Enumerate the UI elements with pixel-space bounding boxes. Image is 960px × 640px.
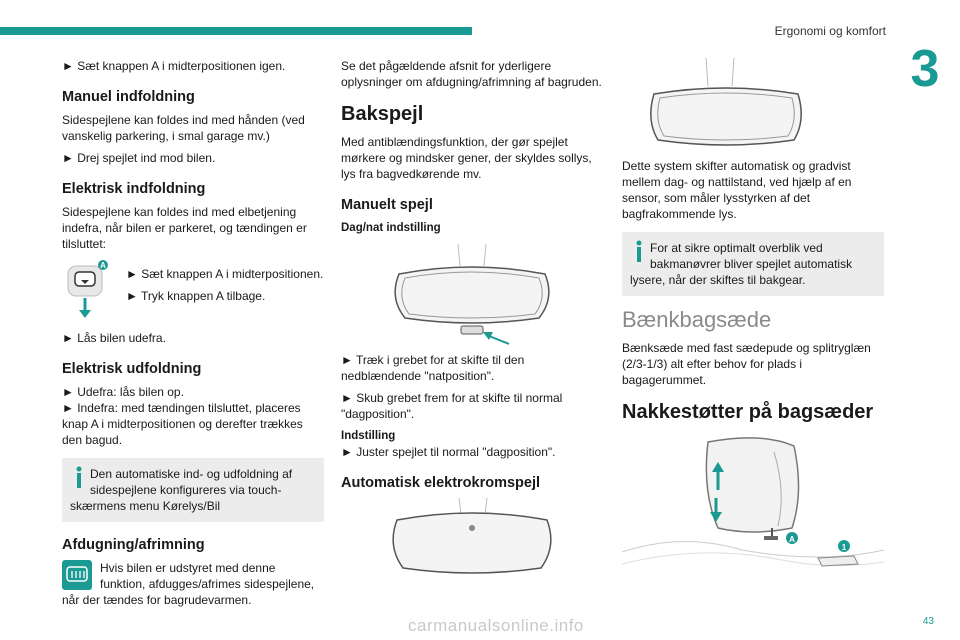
- note-line-3: skærmens menu Kørelys/Bil: [70, 499, 221, 513]
- fold-step-2: ► Tryk knappen A tilbage.: [126, 289, 266, 303]
- lock-step: ► Lås bilen udefra.: [62, 331, 166, 345]
- headrest-illustration: [622, 432, 884, 572]
- unfold-step-2: ► Indefra: med tændingen tilsluttet, placeres knap A i midterpositionen og derefter trækkes den bagud.: [62, 401, 303, 447]
- bench-seat-text: Bænksæde med fast sædepude og splitryglæn (2/3-1/3) alt efter behov for plads i bagagerummet.: [622, 341, 871, 387]
- info-icon: [72, 466, 86, 488]
- manual-fold-step: ► Drej spejlet ind mod bilen.: [62, 151, 216, 165]
- unfold-step-1: ► Udefra: lås bilen op.: [62, 385, 184, 399]
- section-title: Ergonomi og komfort: [774, 24, 886, 38]
- chapter-number: 3: [910, 40, 940, 98]
- fold-step-1: ► Sæt knappen A i midterpositionen.: [126, 267, 324, 281]
- defrost-line-3: når der tændes for bagrudevarmen.: [62, 593, 252, 607]
- adjust-step: ► Juster spejlet til normal "dagposition".: [341, 445, 556, 459]
- info-icon: [632, 240, 646, 262]
- heading-bakspejl: Bakspejl: [341, 103, 424, 125]
- column-1: [62, 58, 324, 608]
- day-step: ► Skub grebet frem for at skifte til normal "dagposition".: [341, 391, 563, 421]
- reference-text: Se det pågældende afsnit for yderligere oplysninger om afdugning/afrimning af bagruden.: [341, 59, 602, 89]
- mirror-switch-icon: [62, 260, 112, 322]
- mirror-switch-figure: [62, 260, 324, 322]
- electric-fold-text: Sidespejlene kan foldes ind med elbetjening indefra, når bilen er parkeret, og tændingen er tilsluttet:: [62, 205, 307, 251]
- column-3: [622, 58, 884, 576]
- manual-fold-text: Sidespejlene kan foldes ind med hånden (ved vanskelig parkering, i smal garage mv.): [62, 113, 305, 143]
- column-2: [341, 58, 603, 582]
- note-line-2: sidespejlene konfigureres via touch-: [90, 483, 282, 497]
- electrochromic-mirror-illustration: [622, 58, 884, 154]
- note-line-1: Den automatiske ind- og udfoldning af: [90, 467, 293, 481]
- label-1: 1: [841, 543, 847, 552]
- defrost-line-2: funktion, afdugges/afrimes sidespejlene,: [100, 577, 315, 591]
- page-number: 43: [922, 616, 934, 627]
- info-note-reverse: [622, 232, 884, 296]
- svg-text:A: A: [100, 261, 106, 270]
- watermark: carmanualsonline.info: [408, 616, 584, 635]
- heading-auto-mirror: Automatisk elektrokromspejl: [341, 475, 541, 491]
- defrost-line-1: Hvis bilen er udstyret med denne: [100, 561, 276, 575]
- heading-manual-mirror: Manuelt spejl: [341, 197, 433, 213]
- manual-mirror-illustration: [341, 240, 603, 348]
- note-line-1: For at sikre optimalt overblik ved: [650, 241, 823, 255]
- heading-bench-seat: Bænkbagsæde: [622, 307, 772, 332]
- heading-manual-fold: Manuel indfoldning: [62, 89, 195, 105]
- heading-electric-unfold: Elektrisk udfoldning: [62, 361, 202, 377]
- system-text: Dette system skifter automatisk og gradvist mellem dag- og nattilstand, ved hjælp af en sensor, som måler lysstyrken af det bagfrakommende lys.: [622, 159, 852, 221]
- night-step: ► Træk i grebet for at skifte til den nedblændende "natposition".: [341, 353, 525, 383]
- note-line-3: lysere, når der skiftes til bakgear.: [630, 273, 806, 287]
- info-note-unfold: [62, 458, 324, 522]
- subheading-adjust: Indstilling: [341, 430, 396, 442]
- label-a: A: [789, 535, 795, 544]
- defrost-block: [62, 560, 324, 592]
- auto-mirror-illustration: [341, 498, 603, 578]
- heading-electric-fold: Elektrisk indfoldning: [62, 181, 206, 197]
- heading-rear-headrests: Nakkestøtter på bagsæder: [622, 401, 874, 423]
- note-line-2: bakmanøvrer bliver spejlet automatisk: [650, 257, 853, 271]
- rear-defrost-icon: [62, 560, 92, 590]
- bakspejl-text: Med antiblændingsfunktion, der gør spejlet mørkere og mindsker gener, der skyldes sollys, lys fra bagvedkørende mv.: [341, 135, 592, 181]
- intro-step: ► Sæt knappen A i midterpositionen igen.: [62, 59, 286, 73]
- subheading-day-night: Dag/nat indstilling: [341, 222, 441, 234]
- heading-defrost: Afdugning/afrimning: [62, 537, 205, 553]
- header-accent-bar: [0, 27, 472, 35]
